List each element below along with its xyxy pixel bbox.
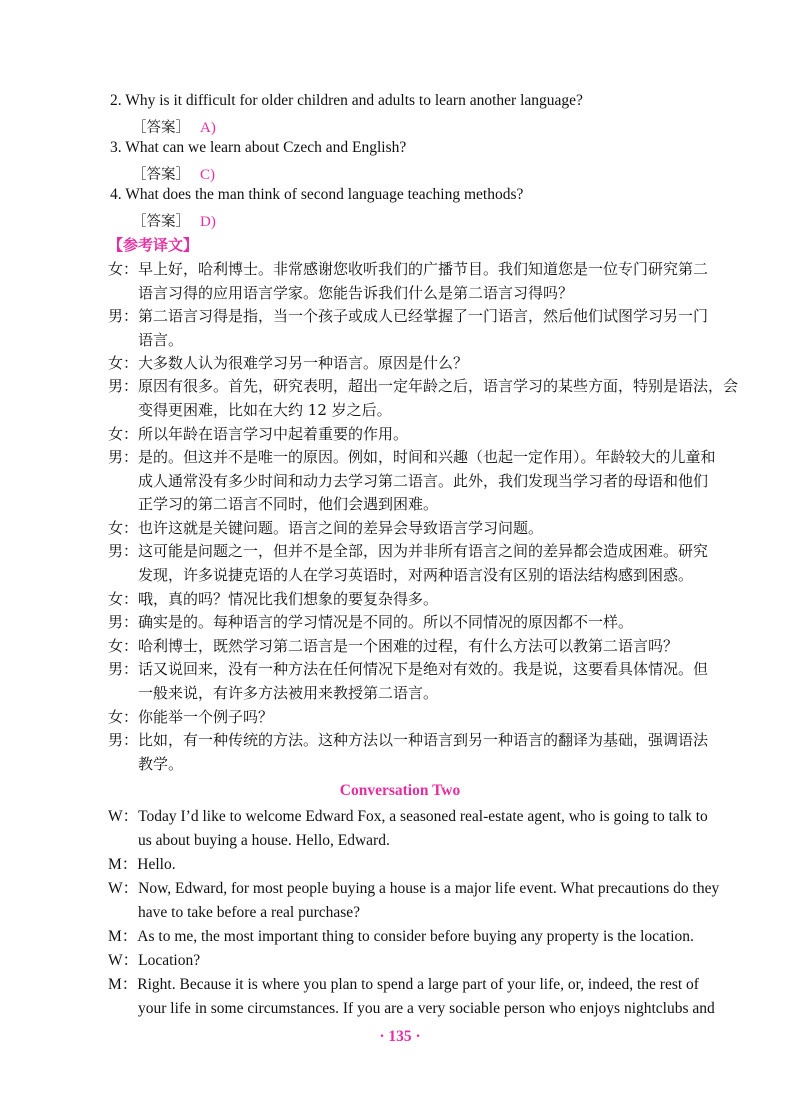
translation-line: 女：所以年龄在语言学习中起着重要的作用。: [108, 425, 409, 443]
answer-label: ［答案］: [132, 120, 190, 136]
answer-label: ［答案］: [132, 167, 190, 183]
page-number: · 135 ·: [379, 1028, 421, 1045]
translation-line: 男：第二语言习得是指，当一个孩子或成人已经掌握了一门语言，然后他们试图学习另一门 语言。: [108, 307, 709, 349]
translation-line: 男：话又说回来，没有一种方法在任何情况下是绝对有效的。我是说，这要看具体情况。但 一般来说，有许多方法被用来教授第二语言。: [108, 660, 709, 702]
translation-line: 男：是的。但这并不是唯一的原因。例如，时间和兴趣（也起一定作用）。年龄较大的儿童和 成人通常没有多少时间和动力去学习第二语言。此外，我们发现当学习者的母语和他们 正学习的第二语言不同时，他们会遇到困难。: [108, 448, 716, 513]
translation-heading: 【参考译文】: [108, 236, 199, 254]
translation-line: 女：哈利博士，既然学习第二语言是一个困难的过程，有什么方法可以教第二语言吗？: [108, 637, 679, 655]
answer-4: [132, 210, 216, 231]
answer-value: C): [200, 167, 215, 183]
question-3: 3. What can we learn about Czech and English?: [110, 139, 407, 156]
translation-line: 女：也许这就是关键问题。语言之间的差异会导致语言学习问题。: [108, 519, 544, 537]
conversation-line: M：Hello.: [108, 856, 176, 873]
answer-label: ［答案］: [132, 214, 190, 230]
translation-line: 女：早上好，哈利博士。非常感谢您收听我们的广播节目。我们知道您是一位专门研究第二 语言习得的应用语言学家。您能告诉我们什么是第二语言习得吗？: [108, 260, 709, 302]
translation-line: 男：原因有很多。首先，研究表明，超出一定年龄之后，语言学习的某些方面，特别是语法，会 变得更困难，比如在大约 12 岁之后。: [108, 377, 739, 419]
conversation-line: W：Now, Edward, for most people buying a house is a major life event. What precautions do they have to take before a real purchase?: [108, 880, 720, 921]
question-4: 4. What does the man think of second language teaching methods?: [110, 186, 524, 203]
translation-line: 男：确实是的。每种语言的学习情况是不同的。所以不同情况的原因都不一样。: [108, 613, 634, 631]
conversation-line: M：As to me, the most important thing to consider before buying any property is the location.: [108, 928, 694, 945]
translation-line: 女：你能举一个例子吗？: [108, 708, 274, 726]
translation-line: 女：大多数人认为很难学习另一种语言。原因是什么？: [108, 354, 469, 372]
conversation-line: M：Right. Because it is where you plan to spend a large part of your life, or, indeed, the rest of your life in some circumstances. If you are a very sociable person who enjoys nightclubs and: [108, 976, 715, 1017]
answer-3: [132, 163, 215, 184]
conversation-line: W：Today I’d like to welcome Edward Fox, a seasoned real-estate agent, who is going to talk to us about buying a house. Hello, Edward.: [108, 808, 708, 849]
answer-value: A): [200, 120, 216, 136]
translation-line: 女：哦，真的吗？情况比我们想象的要复杂得多。: [108, 590, 439, 608]
conversation-title: Conversation Two: [339, 782, 461, 799]
question-2: 2. Why is it difficult for older children and adults to learn another language?: [110, 92, 583, 109]
translation-line: 男：这可能是问题之一，但并不是全部，因为并非所有语言之间的差异都会造成困难。研究 发现，许多说捷克语的人在学习英语时，对两种语言没有区别的语法结构感到困惑。: [108, 542, 709, 584]
conversation-line: W：Location?: [108, 952, 201, 969]
answer-value: D): [200, 214, 216, 230]
translation-line: 男：比如，有一种传统的方法。这种方法以一种语言到另一种语言的翻译为基础，强调语法 教学。: [108, 731, 709, 773]
answer-2: [132, 116, 216, 137]
